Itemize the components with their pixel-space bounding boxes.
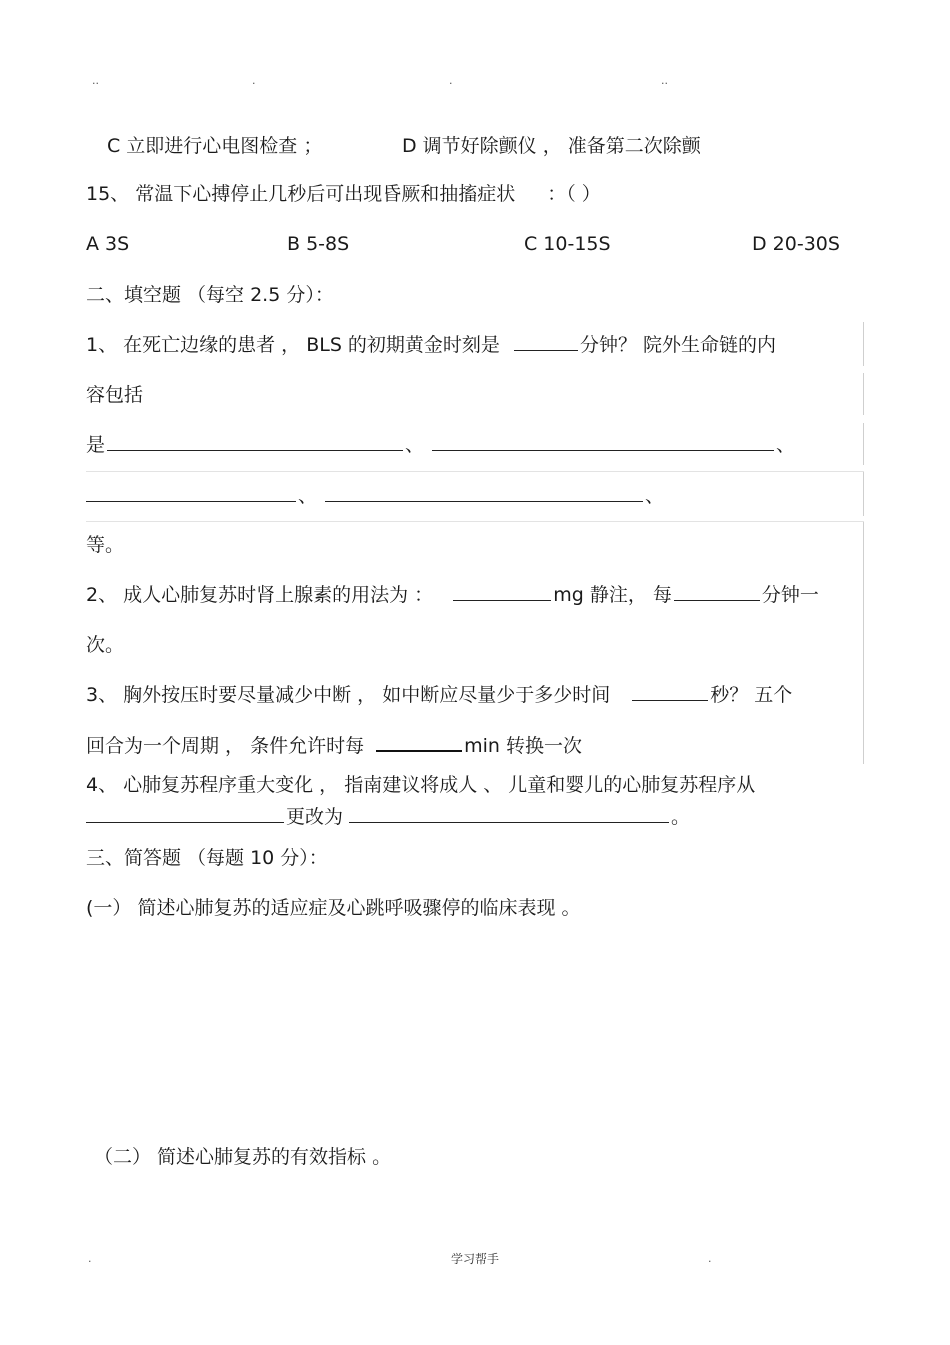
q15-option-d: D 20-30S (752, 233, 840, 255)
answer-blank[interactable] (514, 332, 578, 351)
q15-option-c: C 10-15S (524, 233, 611, 255)
footer-text: 学习帮手 (450, 1252, 499, 1266)
section2-title: 二、填空题 （每空 2.5 分）： (86, 284, 334, 306)
short-answer-2: （二） 简述心肺复苏的有效指标 。 (94, 1146, 392, 1168)
fill2-part1: 2、 成人心肺复苏时肾上腺素的用法为 ： (86, 584, 434, 606)
answer-blank[interactable] (674, 582, 760, 601)
short-answer-1: (一） 简述心肺复苏的适应症及心跳呼吸骤停的临床表现 。 (86, 897, 581, 919)
section3-title: 三、简答题 （每题 10 分）： (86, 847, 328, 869)
cell-border (863, 322, 864, 366)
q15-paren: ：（ ） (547, 183, 601, 205)
separator: 、 (405, 434, 425, 456)
answer-blank[interactable] (453, 582, 551, 601)
fill4-line1: 4、 心肺复苏程序重大变化 ， 指南建议将成人 、 儿童和婴儿的心肺复苏程序从 (86, 774, 756, 796)
fill1-part1: 1、 在死亡边缘的患者 ， BLS 的初期黄金时刻是 (86, 334, 500, 356)
q15-stem-text: 15、 常温下心搏停止几秒后可出现昏厥和抽搐症状 (86, 183, 516, 205)
answer-blank[interactable] (349, 804, 669, 823)
q15-option-a: A 3S (86, 233, 130, 255)
fill2-part3: 分钟一 (761, 584, 819, 606)
answer-blank[interactable] (432, 432, 774, 451)
fill3-part2: 秒？ 五个 (710, 684, 793, 706)
fill1-line1 (86, 332, 776, 358)
separator: 、 (776, 434, 796, 456)
fill2-line2: 次。 (86, 634, 125, 656)
header-mark: .. (92, 74, 99, 87)
fill2-part2: mg 静注， 每 (553, 584, 672, 606)
q14-option-d: D 调节好除颤仪 ， 准备第二次除颤 (402, 135, 701, 157)
header-mark: . (252, 74, 256, 87)
fill3-part1: 3、 胸外按压时要尽量减少中断 ， 如中断应尽量少于多少时间 (86, 684, 611, 706)
fill3-line1 (86, 682, 792, 708)
cell-border (86, 471, 864, 472)
separator: 、 (645, 485, 665, 507)
fill1-line3 (86, 432, 795, 458)
fill1-line2: 容包括 (86, 384, 144, 406)
header-mark: .. (661, 74, 668, 87)
answer-blank[interactable] (376, 732, 462, 752)
answer-blank[interactable] (86, 483, 296, 502)
fill1-line4 (86, 483, 664, 509)
footer-mark: . (708, 1252, 712, 1265)
answer-blank[interactable] (632, 682, 708, 701)
q15-stem (86, 181, 601, 207)
cell-border (863, 522, 864, 764)
cell-border (86, 521, 864, 522)
answer-blank[interactable] (86, 804, 284, 823)
fill4-line2 (86, 804, 690, 830)
answer-blank[interactable] (107, 432, 403, 451)
fill3-line2b: min 转换一次 (464, 735, 583, 757)
cell-border (863, 472, 864, 516)
separator: 、 (298, 485, 318, 507)
cell-border (863, 373, 864, 415)
q14-option-c: C 立即进行心电图检查 ； (107, 135, 323, 157)
fill2-line1 (86, 582, 819, 608)
answer-blank[interactable] (325, 483, 643, 502)
fill4-mid: 更改为 (286, 806, 344, 828)
fill1-line3-prefix: 是 (86, 434, 106, 456)
fill1-part2: 分钟？ 院外生命链的内 (579, 334, 777, 356)
cell-border (863, 423, 864, 465)
fill3-line2 (86, 732, 582, 759)
footer-mark: . (88, 1252, 92, 1265)
fill4-end: 。 (671, 806, 691, 828)
fill1-end: 等。 (86, 534, 125, 556)
header-mark: . (449, 74, 453, 87)
fill3-line2a: 回合为一个周期 ， 条件允许时每 (86, 735, 365, 757)
q15-option-b: B 5-8S (287, 233, 350, 255)
